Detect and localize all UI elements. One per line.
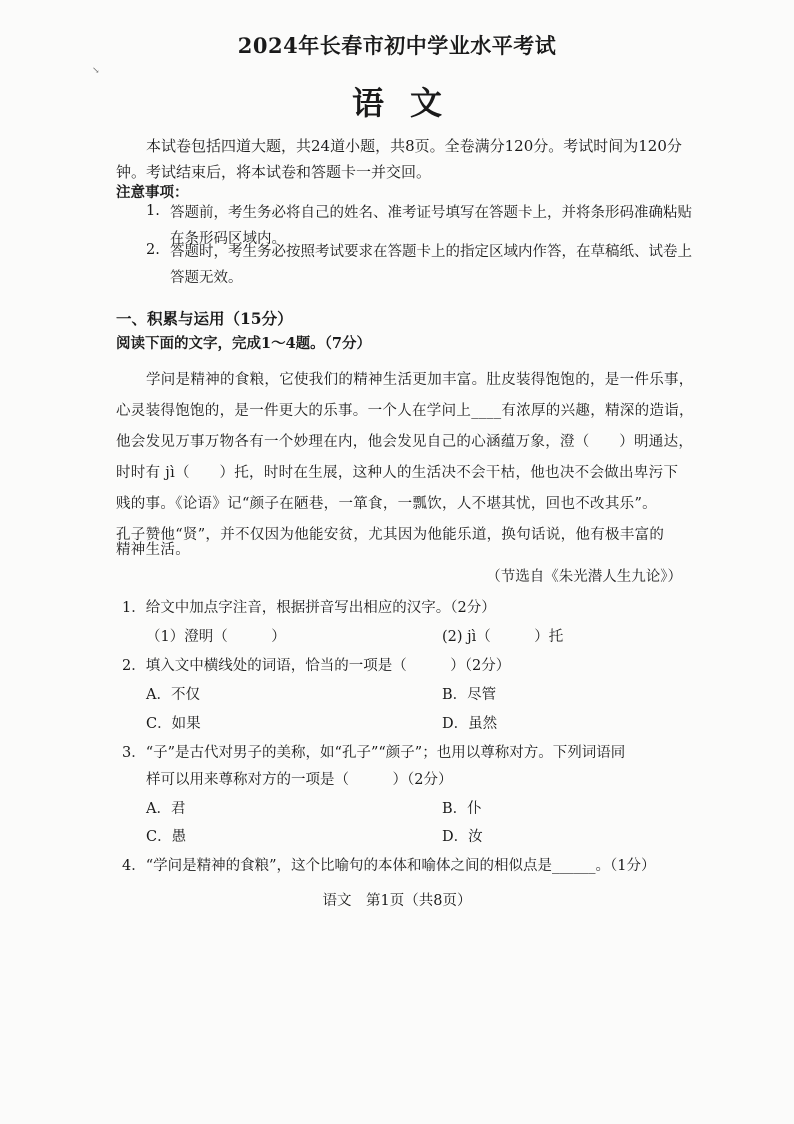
question-1-part-a: （1）澄明（ ）: [146, 629, 286, 645]
note-2-number: 2.: [146, 242, 160, 258]
passage-line: 他会发见万事万物各有一个妙理在内，他会发见自己的心涵蕴万象，澄（ ）明通达，: [116, 434, 694, 450]
question-3-option-a: A．君: [146, 801, 186, 817]
question-1-stem: 1．给文中加点字注音，根据拼音写出相应的汉字。（2分）: [122, 600, 496, 616]
question-2-option-c: C．如果: [146, 716, 201, 732]
question-3-option-d: D．汝: [442, 829, 483, 845]
exam-intro: 本试卷包括四道大题，共24道小题，共8页。全卷满分120分。考试时间为120分钟。考试结束后，将本试卷和答题卡一并交回。: [116, 137, 682, 181]
notes-heading: 注意事项：: [116, 184, 189, 201]
passage-line: 学问是精神的食粮，它使我们的精神生活更加丰富。肚皮装得饱饱的，是一件乐事，: [146, 372, 694, 388]
passage-line: 贱的事。《论语》记“颜子在陋巷，一箪食，一瓢饮，人不堪其忧，回也不改其乐”。: [116, 496, 657, 512]
question-1-part-b: (2) jì（ ）托: [442, 629, 564, 645]
question-3-option-b: B．仆: [442, 801, 482, 817]
question-2-stem: 2．填入文中横线处的词语，恰当的一项是（ ）（2分）: [122, 658, 511, 674]
question-3-stem-line-2: 样可以用来尊称对方的一项是（ ）（2分）: [146, 772, 453, 788]
passage-line: 时时有 jì（ ）托，时时在生展，这种人的生活决不会干枯，他也决不会做出卑污下: [116, 465, 679, 481]
question-4-stem: 4．“学问是精神的食粮”，这个比喻句的本体和喻体之间的相似点是______。（1分）: [122, 858, 656, 874]
passage-line: 精神生活。: [116, 542, 190, 558]
reading-instruction: 阅读下面的文字，完成1～4题。（7分）: [116, 335, 372, 352]
note-1-text: 答题前，考生务必将自己的姓名、准考证号填写在答题卡上，并将条形码准确粘贴在条形码区域内。: [170, 205, 692, 247]
question-2-option-a: A．不仅: [146, 687, 200, 703]
subject-title: 语文: [351, 84, 468, 122]
question-2-option-d: D．虽然: [442, 716, 498, 732]
question-2-option-b: B．尽管: [442, 687, 497, 703]
scan-mark: ↘: [92, 66, 100, 76]
question-3-option-c: C．愚: [146, 829, 187, 845]
passage-source: （节选自《朱光潜人生九论》）: [486, 569, 682, 585]
exam-title: 2024年长春市初中学业水平考试: [237, 33, 557, 58]
page-footer: 语文 第1页（共8页）: [322, 893, 472, 909]
section-heading: 一、积累与运用（15分）: [116, 309, 293, 328]
passage-line: 心灵装得饱饱的，是一件更大的乐事。一个人在学问上____有浓厚的兴趣，精深的造诣，: [116, 403, 694, 419]
passage-line: 孔子赞他“贤”，并不仅因为他能安贫，尤其因为他能乐道，换句话说，他有极丰富的: [116, 527, 665, 543]
note-2-text: 答题时，考生务必按照考试要求在答题卡上的指定区域内作答，在草稿纸、试卷上答题无效。: [170, 244, 692, 286]
note-1-number: 1.: [146, 203, 160, 219]
question-3-stem-line-1: 3．“子”是古代对男子的美称，如“孔子”“颜子”；也用以尊称对方。下列词语同: [122, 745, 626, 761]
